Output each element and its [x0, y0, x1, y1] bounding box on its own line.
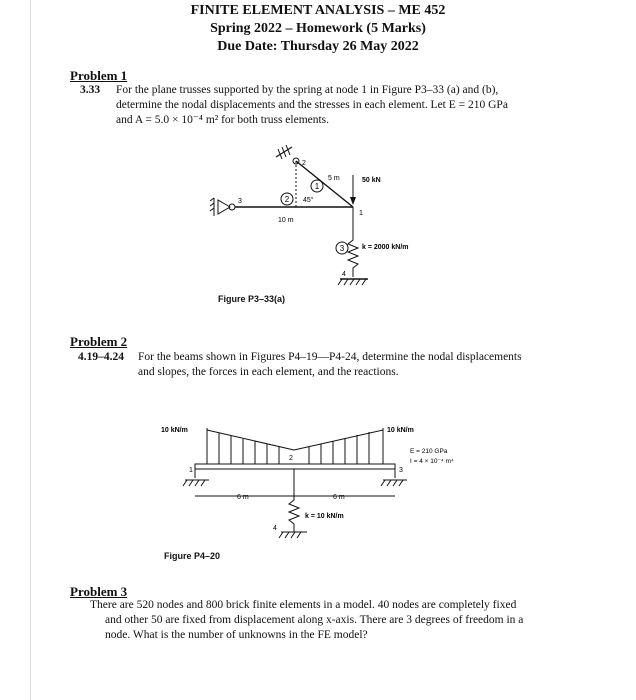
load-label-right: 10 kN/m: [387, 427, 414, 434]
elastic-modulus: E = 210 GPa: [410, 448, 448, 455]
span-right: 6 m: [333, 494, 345, 501]
beam-spring: [289, 469, 299, 532]
node-1: 1: [189, 467, 193, 474]
spring-constant: k = 10 kN/m: [305, 513, 344, 520]
problem2-line1: For the beams shown in Figures P4–19—P4-24, determine the nodal displacements: [138, 351, 522, 363]
beam: [195, 464, 395, 469]
node-1-label: 1: [359, 210, 363, 217]
problem1-number: 3.33: [80, 84, 101, 96]
page-subtitle: Spring 2022 – Homework (5 Marks): [210, 21, 426, 36]
problem2-label: Problem 2: [70, 334, 128, 349]
node-3-label: 3: [238, 198, 242, 205]
problem1-line3: and A = 5.0 × 10⁻⁴ m² for both truss elements.: [116, 114, 330, 126]
length-10m: 10 m: [278, 217, 294, 224]
node-2-label: 2: [302, 160, 306, 167]
ground-support: [338, 279, 368, 285]
figure-p4-20-caption: Figure P4–20: [164, 551, 221, 561]
truss-figure: [190, 145, 450, 295]
node-3: 3: [399, 467, 403, 474]
left-fixed-support: [183, 469, 209, 486]
angle-label: 45°: [303, 197, 314, 204]
problem3-line2: and other 50 are fixed from displacement along x-axis. There are 3 degrees of freedom in a: [105, 614, 524, 626]
due-date: Due Date: Thursday 26 May 2022: [217, 39, 419, 54]
spring-element-3: [348, 207, 358, 277]
element-3-label: 3: [339, 244, 345, 253]
figure-p3-33a-caption: Figure P3–33(a): [218, 294, 286, 304]
problem3-line3: node. What is the number of unknowns in the FE model?: [105, 629, 368, 641]
problem3-line1: There are 520 nodes and 800 brick finite elements in a model. 40 nodes are completely fixed: [90, 599, 517, 611]
problem3-label: Problem 3: [70, 584, 128, 599]
problem1-label: Problem 1: [70, 68, 128, 83]
problem2-number: 4.19–4.24: [78, 351, 124, 363]
load-arrowhead: [350, 197, 356, 205]
spring-ground: [279, 532, 307, 538]
problem2-line2: and slopes, the forces in each element, and the reactions.: [138, 366, 399, 378]
load-arrows: [219, 432, 369, 464]
right-fixed-support: [381, 469, 407, 486]
span-left: 6 m: [237, 494, 249, 501]
spring-label: k = 2000 kN/m: [362, 244, 409, 251]
load-label-left: 10 kN/m: [161, 427, 188, 434]
node-4: 4: [273, 525, 277, 532]
problem1-line1: For the plane trusses supported by the spring at node 1 in Figure P3–33 (a) and (b),: [116, 84, 499, 96]
element-2-label: 2: [284, 195, 290, 204]
load-line-right: [294, 430, 383, 450]
element-1-label: 1: [314, 182, 320, 191]
length-5m: 5 m: [328, 175, 340, 182]
load-line-left: [207, 430, 294, 450]
node-2: 2: [289, 455, 293, 462]
moment-of-inertia: I = 4 × 10⁻⁴ m⁴: [410, 458, 454, 465]
left-pin-support: [210, 198, 235, 216]
node-4-label: 4: [342, 271, 346, 278]
page-title: FINITE ELEMENT ANALYSIS – ME 452: [190, 3, 446, 18]
problem1-line2: determine the nodal displacements and the stresses in each element. Let E = 210 GPa: [116, 99, 508, 111]
beam-figure: [155, 420, 515, 550]
load-label: 50 kN: [362, 177, 381, 184]
